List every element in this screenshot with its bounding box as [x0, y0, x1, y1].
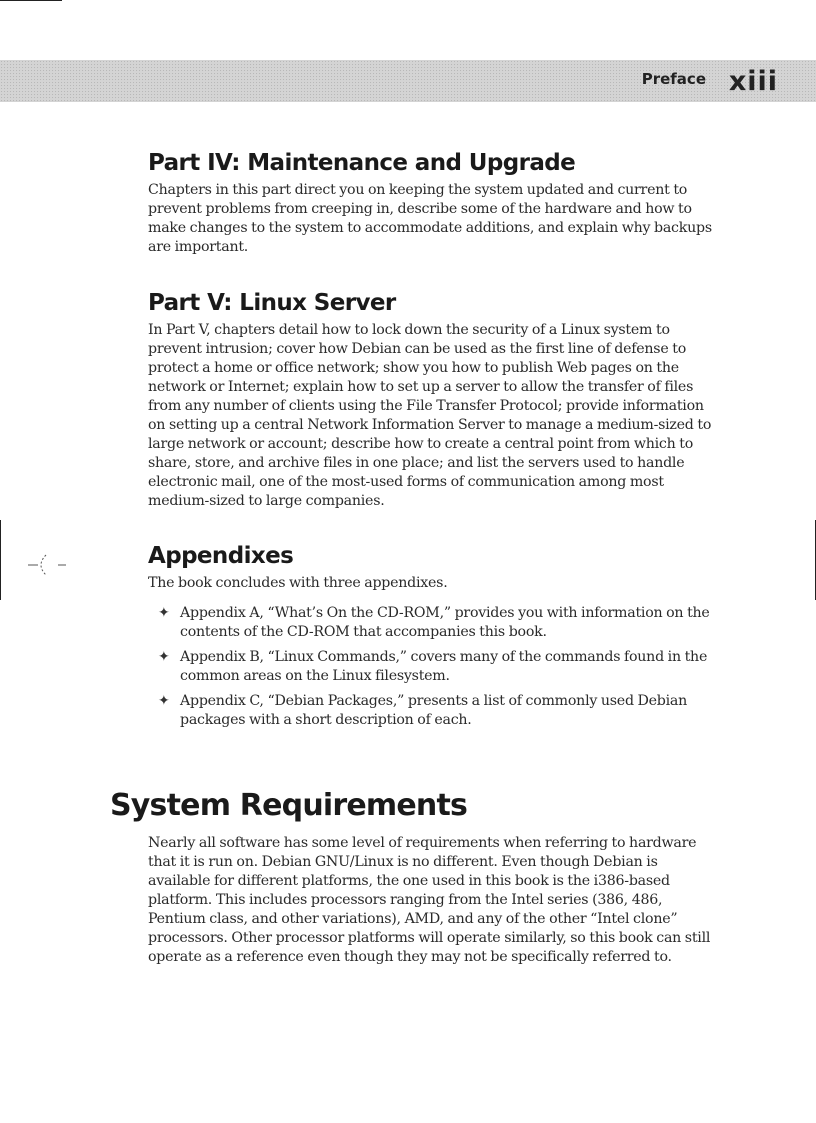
- section-system-requirements: [148, 834, 714, 967]
- section-intro: The book concludes with three appendixes.: [148, 575, 448, 591]
- section-heading: Part V: Linux Server: [148, 290, 396, 316]
- section-body: Nearly all software has some level of requirements when referring to hardware that it is run on. Debian GNU/Linux is no different. Even though Debian is available for different platforms, the one used in this book is the i386-based platform. This includes processors ranging from the Intel series (386, 486, Pentium class, and other variations), AMD, and any of the other “Intel clone” processors. Other processor platforms will operate similarly, so this book can still operate as a reference even though they may not be specifically referred to.: [148, 835, 711, 965]
- section-part-5: [148, 290, 714, 511]
- crop-mark-top-left: [0, 0, 62, 1]
- star-bullet-icon: ✦: [158, 693, 170, 709]
- chapter-heading: System Requirements: [110, 788, 468, 823]
- section-appendixes: [148, 543, 714, 736]
- section-part-4: [148, 150, 714, 257]
- list-item: ✦ Appendix C, “Debian Packages,” presents a list of commonly used Debian packages with a short description of each.: [158, 693, 688, 728]
- star-bullet-icon: ✦: [158, 649, 170, 665]
- crop-mark-left: [0, 520, 1, 600]
- section-body: In Part V, chapters detail how to lock down the security of a Linux system to prevent intrusion; cover how Debian can be used as the first line of defense to protect a home or office network; show you how to publish Web pages on the network or Internet; explain how to set up a server to allow the transfer of files from any number of clients using the File Transfer Protocol; provide information on setting up a central Network Information Server to manage a medium-sized to large network or account; describe how to create a central point from which to share, store, and archive files in one place; and list the servers used to handle electronic mail, one of the most-used forms of communication among most medium-sized to large companies.: [148, 322, 712, 509]
- list-item: ✦ Appendix A, “What’s On the CD-ROM,” provides you with information on the contents of the CD-ROM that accompanies this book.: [158, 605, 710, 640]
- page-number: xiii: [728, 66, 778, 97]
- star-bullet-icon: ✦: [158, 605, 170, 621]
- running-head: Preface: [641, 70, 706, 88]
- list-item: ✦ Appendix B, “Linux Commands,” covers many of the commands found in the common areas on the Linux filesystem.: [158, 649, 708, 684]
- registration-mark-icon: [28, 550, 68, 580]
- section-heading: Appendixes: [148, 543, 294, 569]
- section-heading: Part IV: Maintenance and Upgrade: [148, 150, 576, 176]
- appendix-list: [148, 604, 714, 730]
- section-body: Chapters in this part direct you on keeping the system updated and current to prevent problems from creeping in, describe some of the hardware and how to make changes to the system to accommodate additions, and explain why backups are important.: [148, 182, 712, 255]
